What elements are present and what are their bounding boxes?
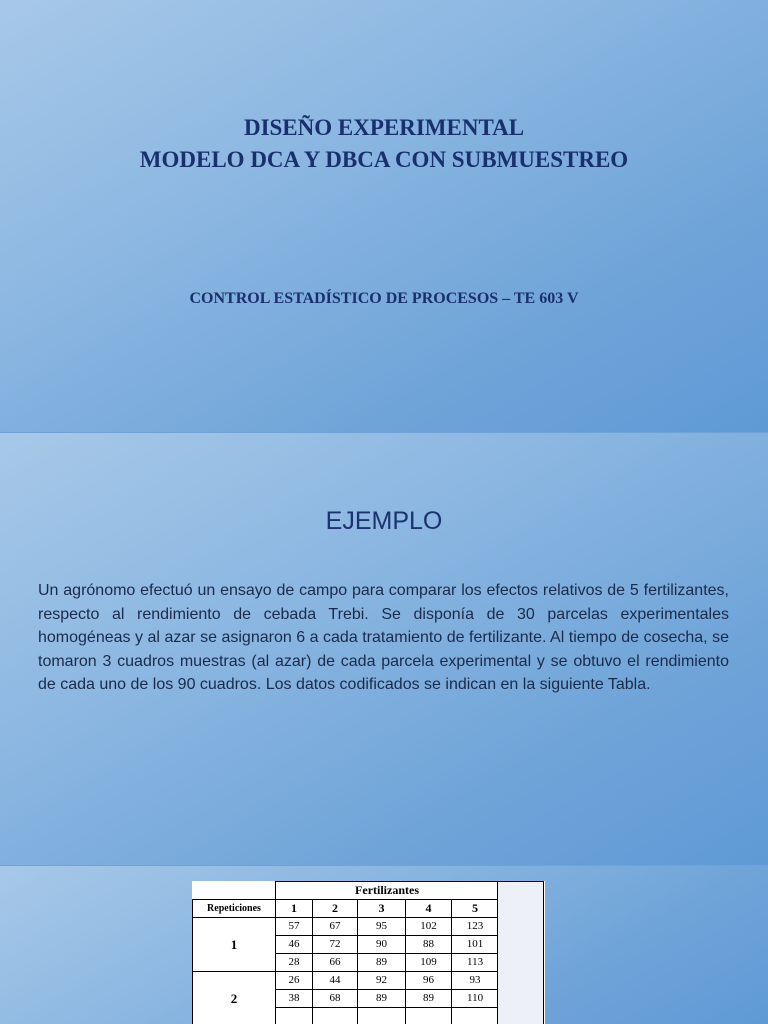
table-cell: 96: [406, 972, 452, 990]
table-cell: 88: [406, 936, 452, 954]
slide-subtitle: CONTROL ESTADÍSTICO DE PROCESOS – TE 603 V: [189, 290, 579, 307]
block-label: 1: [193, 918, 276, 972]
block-label: 2: [193, 972, 276, 1024]
example-heading: EJEMPLO: [325, 507, 443, 535]
table-cell: 102: [406, 918, 452, 936]
table-slide: [0, 866, 768, 1024]
table-cell: 38: [276, 990, 313, 1008]
table-cell: 101: [452, 936, 499, 954]
column-header: 4: [406, 900, 452, 918]
title-line-1: DISEÑO EXPERIMENTAL: [243, 115, 525, 140]
table-cell: 89: [358, 954, 406, 972]
repeticiones-header: Repeticiones: [193, 900, 276, 918]
example-slide: [0, 433, 768, 865]
table-cell: 95: [358, 918, 406, 936]
example-paragraph: Un agrónomo efectuó un ensayo de campo para comparar los efectos relativos de 5 fertilizantes, respecto al rendimiento de cebada Trebi. Se disponía de 30 parcelas experimentales homogéneas y al azar se asignaron 6 a cada tratamiento de fertilizante. Al tiempo de cosecha, se tomaron 3 cuadros muestras (al azar) de cada parcela experimental y se obtuvo el rendimiento de cada uno de los 90 cuadros. Los datos codificados se indican en la siguiente Tabla.: [38, 582, 729, 693]
table-cell: [358, 1008, 406, 1024]
table-group-header-row: [193, 882, 499, 900]
table-cell: [276, 1008, 313, 1024]
table-cell: 90: [358, 936, 406, 954]
table-cell: 28: [276, 954, 313, 972]
table-cell: [452, 1008, 499, 1024]
table-cell: 46: [276, 936, 313, 954]
table-cell: 44: [313, 972, 358, 990]
table-column-header-row: [193, 900, 499, 918]
table-corner-cell: [193, 882, 276, 900]
table-cell: 68: [313, 990, 358, 1008]
slide-title: [0, 112, 768, 176]
table-cell: 66: [313, 954, 358, 972]
table-cell: 26: [276, 972, 313, 990]
table-cell: 123: [452, 918, 499, 936]
table-cell: 92: [358, 972, 406, 990]
table-cell: 89: [358, 990, 406, 1008]
table-cell: [313, 1008, 358, 1024]
column-header: 2: [313, 900, 358, 918]
table-cell: [406, 1008, 452, 1024]
table-cell: 93: [452, 972, 499, 990]
table-row: [193, 972, 499, 990]
table-cell: 67: [313, 918, 358, 936]
title-slide: [0, 0, 768, 432]
table-row: [193, 918, 499, 936]
table-cell: 72: [313, 936, 358, 954]
column-header: 5: [452, 900, 499, 918]
table-cell: 109: [406, 954, 452, 972]
table-cell: 110: [452, 990, 499, 1008]
table-cell: 89: [406, 990, 452, 1008]
table-cell: 57: [276, 918, 313, 936]
table-side-column: [497, 881, 544, 1024]
table-cell: 113: [452, 954, 499, 972]
column-header: 1: [276, 900, 313, 918]
fertilizantes-header: Fertilizantes: [276, 882, 499, 900]
data-table-container: [192, 881, 545, 1024]
column-header: 3: [358, 900, 406, 918]
data-table: [192, 881, 499, 1024]
title-line-2: MODELO DCA Y DBCA CON SUBMUESTREO: [139, 147, 629, 172]
